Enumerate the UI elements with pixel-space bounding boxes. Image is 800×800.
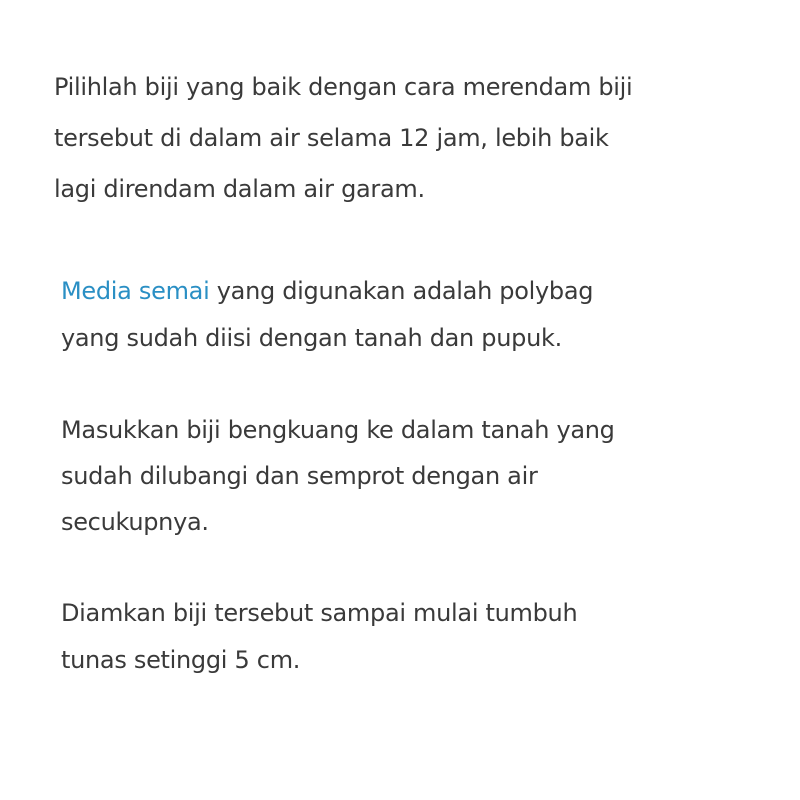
paragraph-line: tersebut di dalam air selama 12 jam, lebih baik bbox=[54, 124, 609, 152]
paragraph-germination bbox=[61, 590, 577, 684]
paragraph-seed-selection bbox=[54, 62, 632, 215]
paragraph-line: sudah dilubangi dan semprot dengan air bbox=[61, 462, 538, 490]
paragraph-line-text: yang digunakan adalah polybag bbox=[209, 277, 594, 305]
paragraph-planting bbox=[61, 407, 615, 545]
paragraph-line: tunas setinggi 5 cm. bbox=[61, 646, 301, 674]
paragraph-line bbox=[61, 268, 593, 315]
paragraph-line: Diamkan biji tersebut sampai mulai tumbuh bbox=[61, 599, 578, 627]
paragraph-line: lagi direndam dalam air garam. bbox=[54, 175, 425, 203]
paragraph-line: Masukkan biji bengkuang ke dalam tanah yang bbox=[61, 416, 615, 444]
paragraph-seeding-media bbox=[61, 268, 593, 362]
paragraph-line: secukupnya. bbox=[61, 508, 209, 536]
paragraph-line: Pilihlah biji yang baik dengan cara merendam biji bbox=[54, 73, 633, 101]
media-semai-link[interactable]: Media semai bbox=[61, 277, 210, 305]
paragraph-line: yang sudah diisi dengan tanah dan pupuk. bbox=[61, 324, 562, 352]
